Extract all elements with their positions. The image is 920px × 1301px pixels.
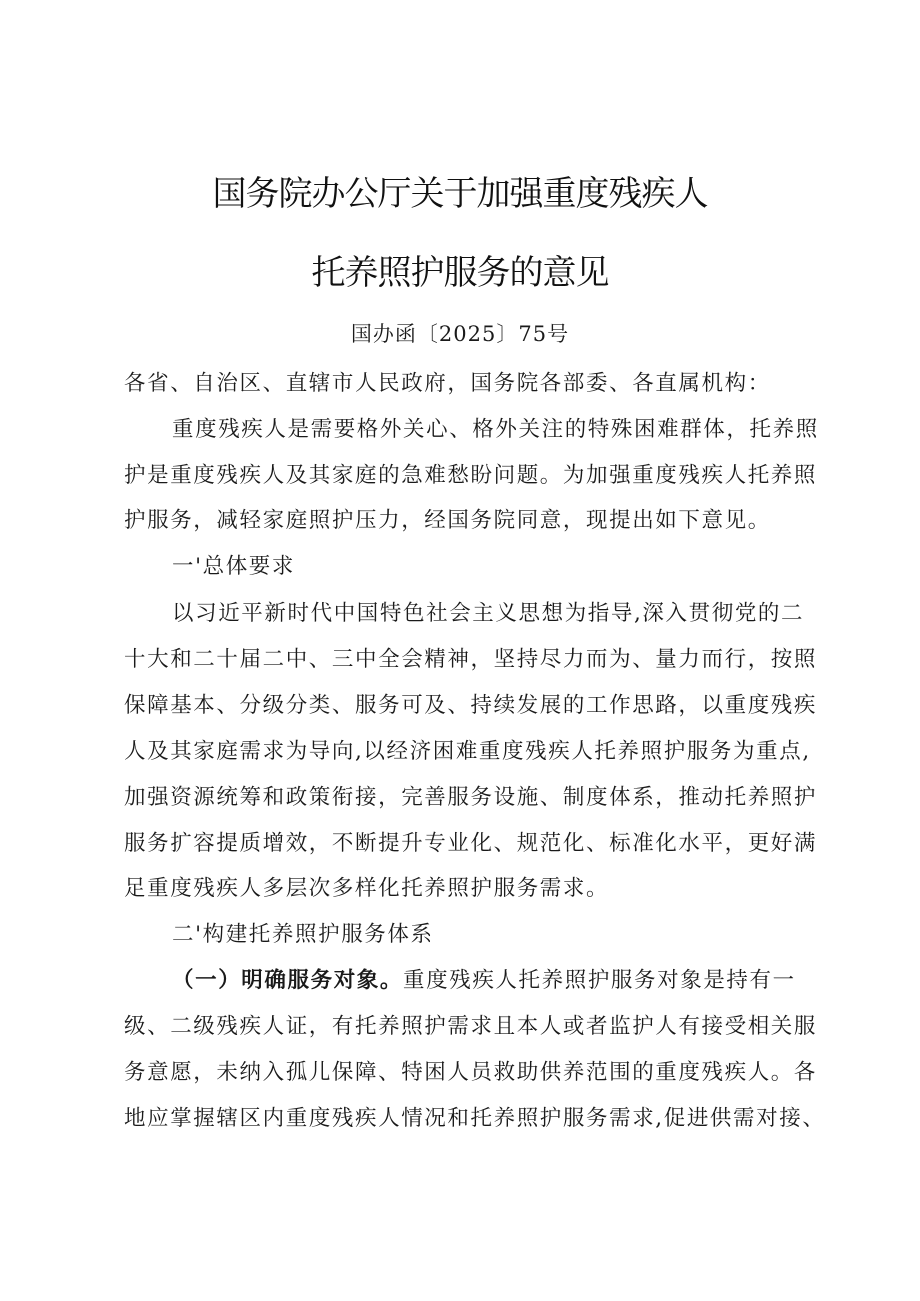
section-2-line: 级、二级残疾人证，有托养照护需求且本人或者监护人有接受相关服 xyxy=(124,1014,818,1039)
subsection-1-text: 重度残疾人托养照护服务对象是持有一 xyxy=(403,968,796,993)
document-title-line-2: 托养照护服务的意见 xyxy=(311,253,609,293)
document-title-line-1: 国务院办公厅关于加强重度残疾人 xyxy=(212,174,708,214)
intro-line: 护是重度残疾人及其家庭的急难愁盼问题。为加强重度残疾人托养照 xyxy=(124,463,818,488)
section-1-line: 加强资源统筹和政策衔接，完善服务设施、制度体系，推动托养照护 xyxy=(124,785,818,810)
section-1-line: 十大和二十届二中、三中全会精神，坚持尽力而为、量力而行，按照 xyxy=(124,647,818,672)
section-2-heading: 二'构建托养照护服务体系 xyxy=(172,922,434,947)
section-2-line: 务意愿，未纳入孤儿保障、特困人员救助供养范围的重度残疾人。各 xyxy=(124,1060,818,1085)
intro-line: 重度残疾人是需要格外关心、格外关注的特殊困难群体，托养照 xyxy=(172,417,819,442)
subsection-1-title: （一）明确服务对象。 xyxy=(172,968,404,993)
document-number: 国办函〔2025〕75号 xyxy=(350,322,570,346)
section-1-heading: 一'总体要求 xyxy=(172,554,296,579)
section-1-line: 足重度残疾人多层次多样化托养照护服务需求。 xyxy=(124,876,610,901)
intro-line: 护服务，减轻家庭照护压力，经国务院同意，现提出如下意见。 xyxy=(124,508,771,533)
section-1-line: 人及其家庭需求为导向,以经济困难重度残疾人托养照护服务为重点, xyxy=(124,739,811,764)
section-1-line: 以习近平新时代中国特色社会主义思想为指导,深入贯彻党的二 xyxy=(172,601,805,626)
section-2-line: 地应掌握辖区内重度残疾人情况和托养照护服务需求,促进供需对接、 xyxy=(124,1106,826,1131)
addressee: 各省、自治区、直辖市人民政府，国务院各部委、各直属机构： xyxy=(124,371,771,396)
section-1-line: 服务扩容提质增效，不断提升专业化、规范化、标准化水平，更好满 xyxy=(124,831,818,856)
section-1-line: 保障基本、分级分类、服务可及、持续发展的工作思路，以重度残疾 xyxy=(124,693,818,718)
section-2-subsection-line xyxy=(172,963,824,994)
